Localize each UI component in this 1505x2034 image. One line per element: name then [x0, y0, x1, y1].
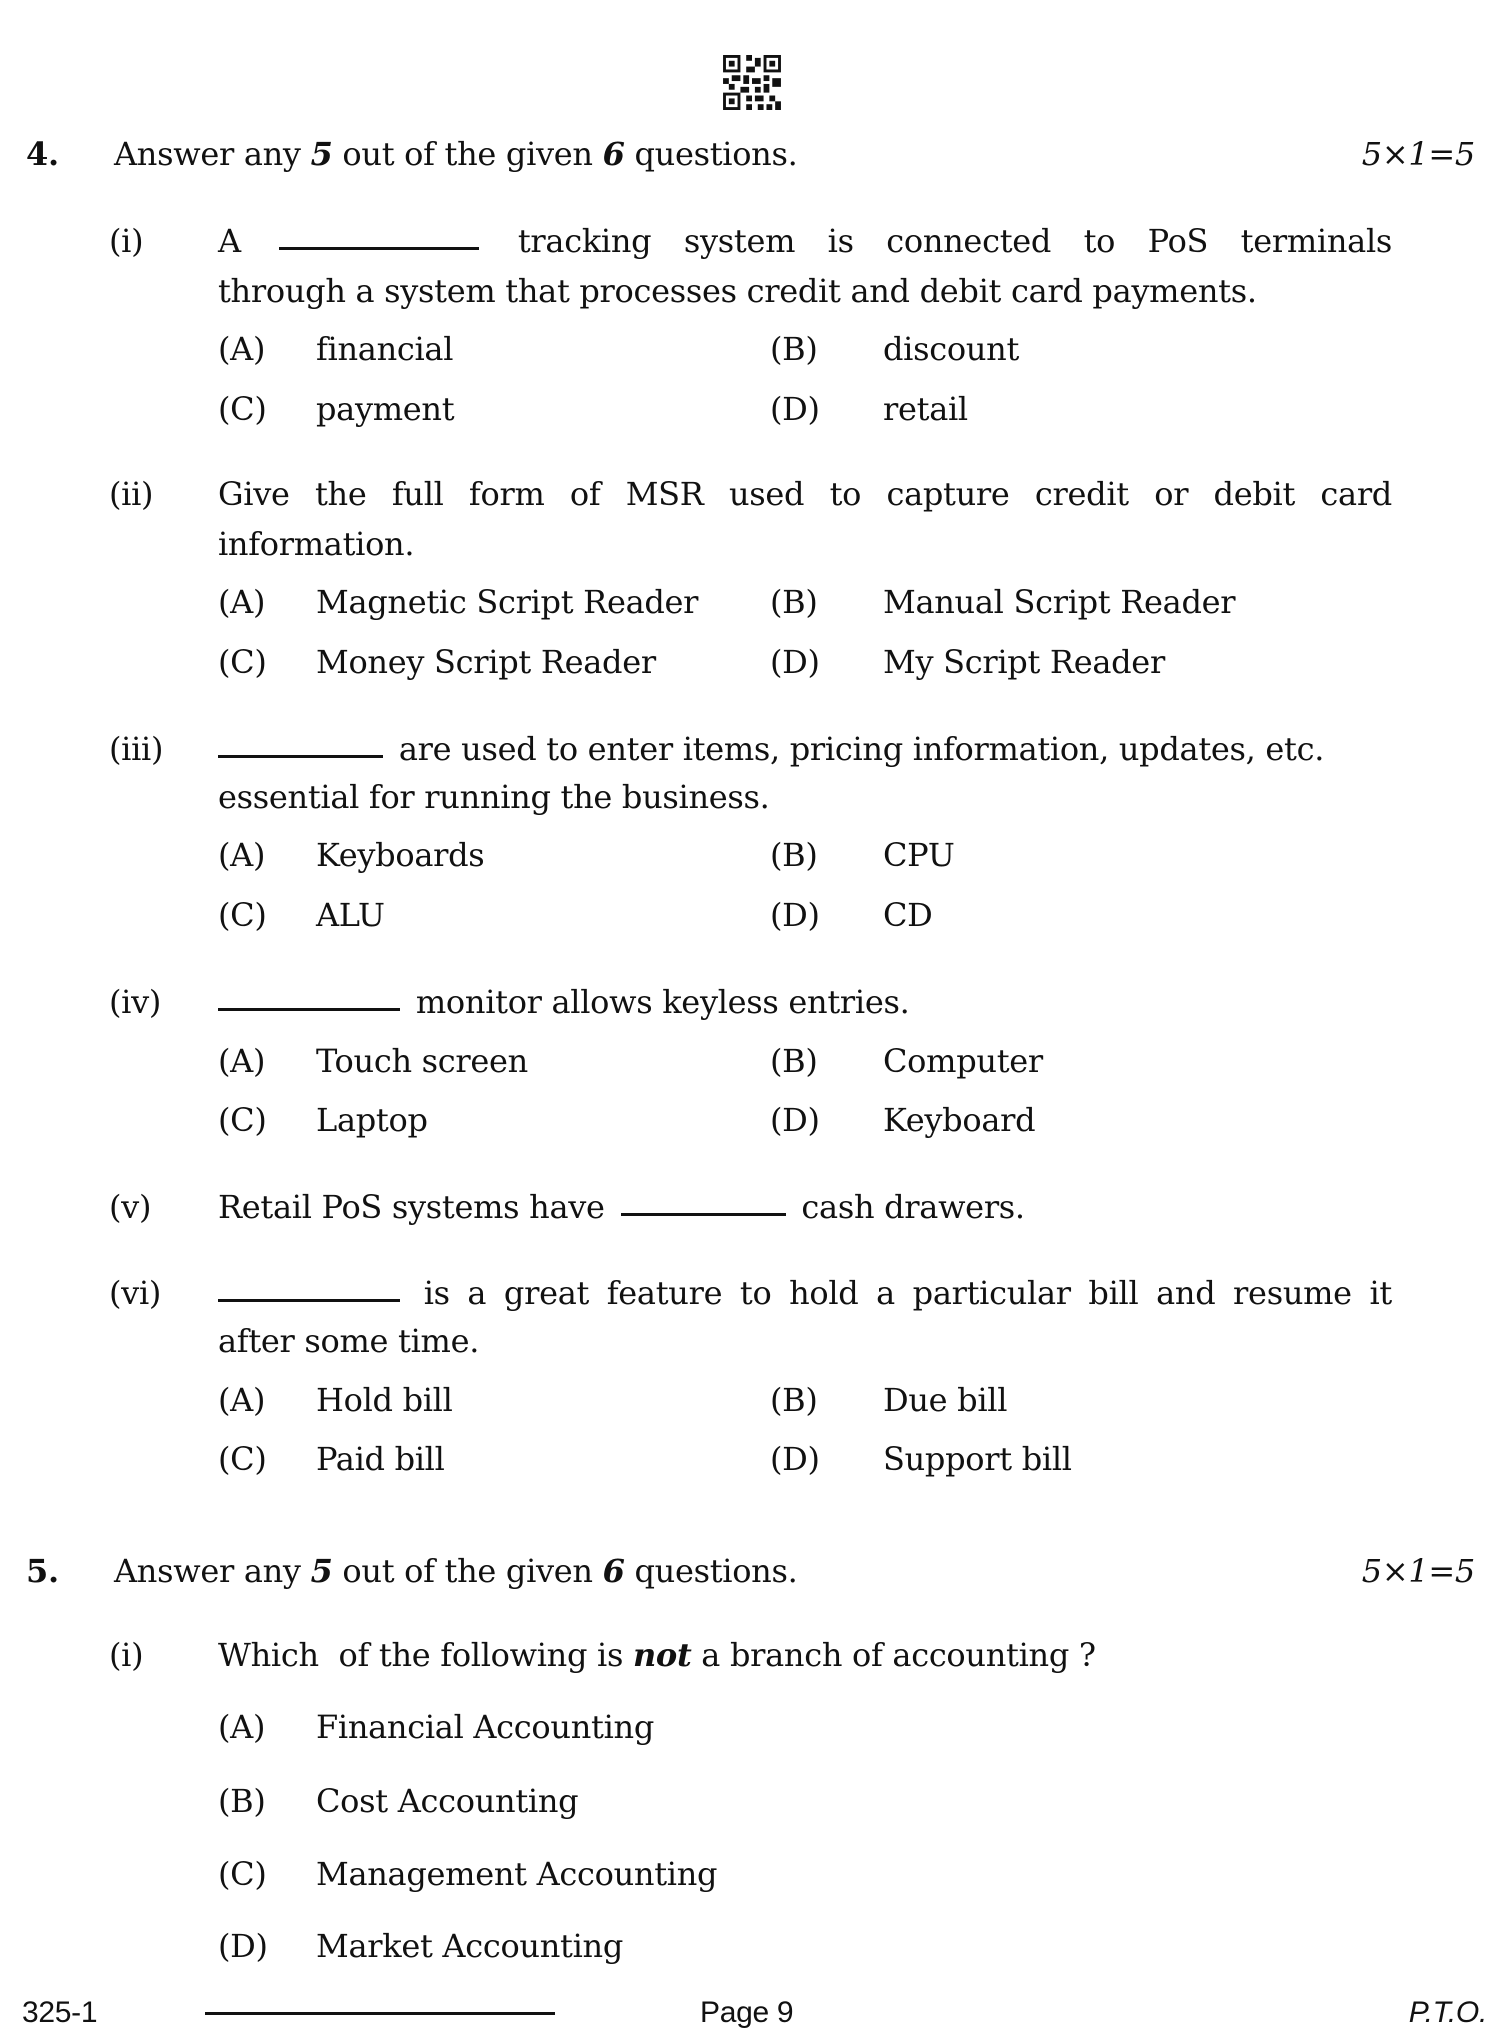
option-text: Management Accounting	[316, 1855, 718, 1893]
option-text: Support bill	[883, 1440, 1072, 1478]
option-text: Computer	[883, 1042, 1043, 1080]
question-text-line2: essential for running the business.	[218, 778, 770, 816]
question-label: (v)	[109, 1188, 152, 1226]
option-letter: (A)	[218, 1042, 266, 1080]
instruction-text: questions.	[624, 1552, 798, 1590]
instruction-total: 6	[602, 135, 625, 173]
question-label: (vi)	[109, 1274, 162, 1312]
option-text: CPU	[883, 836, 955, 874]
answer-blank	[218, 1299, 400, 1302]
option-letter: (C)	[218, 1440, 267, 1478]
question-text-part: Which of the following is	[218, 1636, 633, 1674]
option-text: Manual Script Reader	[883, 583, 1236, 621]
question-label: (i)	[109, 1636, 144, 1674]
section-number: 4.	[26, 135, 59, 173]
option-text: Laptop	[316, 1101, 428, 1139]
section-marks: 5×1=5	[1361, 1552, 1475, 1590]
section-number: 5.	[26, 1552, 59, 1590]
pto-label: P.T.O.	[1408, 1996, 1487, 2029]
option-letter: (C)	[218, 643, 267, 681]
option-letter: (D)	[770, 1101, 820, 1139]
question-text	[218, 1635, 1096, 1675]
option-text: Keyboard	[883, 1101, 1036, 1139]
option-letter: (B)	[770, 1381, 818, 1419]
instruction-text: out of the given	[332, 1552, 603, 1590]
question-text-part: is a great feature to hold a particular bill and resume it	[423, 1274, 1392, 1312]
question-text-line2: information.	[218, 525, 415, 563]
option-text: Financial Accounting	[316, 1708, 655, 1746]
option-letter: (B)	[770, 330, 818, 368]
section-marks: 5×1=5	[1361, 135, 1475, 173]
option-letter: (D)	[770, 390, 820, 428]
option-text: Market Accounting	[316, 1927, 624, 1965]
question-text-part: Retail PoS systems have	[218, 1188, 605, 1226]
option-letter: (C)	[218, 896, 267, 934]
section-instruction	[114, 134, 797, 174]
qr-code-icon	[723, 55, 781, 110]
question-text	[218, 982, 909, 1022]
option-text: discount	[883, 330, 1020, 368]
option-letter: (B)	[770, 836, 818, 874]
option-letter: (C)	[218, 1855, 267, 1893]
question-text-part: tracking system is connected to PoS terminals	[517, 222, 1393, 260]
answer-blank	[621, 1213, 786, 1216]
question-label: (i)	[109, 222, 144, 260]
question-text	[218, 729, 1324, 769]
instruction-text: Answer any	[114, 135, 311, 173]
option-text: Paid bill	[316, 1440, 445, 1478]
option-letter: (D)	[770, 1440, 820, 1478]
question-label: (iv)	[109, 983, 162, 1021]
question-text: Give the full form of MSR used to capture credit or debit card	[218, 475, 1392, 513]
page-number: Page 9	[700, 1996, 794, 2029]
option-letter: (C)	[218, 390, 267, 428]
option-text: ALU	[316, 896, 385, 934]
instruction-count: 5	[310, 135, 333, 173]
question-text-part: are used to enter items, pricing information, updates, etc.	[398, 730, 1325, 768]
option-text: Keyboards	[316, 836, 485, 874]
option-letter: (D)	[218, 1927, 268, 1965]
option-text: CD	[883, 896, 933, 934]
question-text-part: monitor allows keyless entries.	[415, 983, 910, 1021]
instruction-total: 6	[602, 1552, 625, 1590]
instruction-text: Answer any	[114, 1552, 311, 1590]
option-text: Hold bill	[316, 1381, 453, 1419]
option-letter: (B)	[770, 1042, 818, 1080]
question-text	[218, 1273, 1392, 1313]
instruction-text: questions.	[624, 135, 798, 173]
question-text-line2: after some time.	[218, 1322, 480, 1360]
question-text-part: cash drawers.	[801, 1188, 1025, 1226]
option-letter: (A)	[218, 330, 266, 368]
option-letter: (B)	[770, 583, 818, 621]
option-text: Money Script Reader	[316, 643, 656, 681]
option-text: financial	[316, 330, 454, 368]
option-letter: (D)	[770, 896, 820, 934]
option-letter: (A)	[218, 1381, 266, 1419]
option-letter: (C)	[218, 1101, 267, 1139]
paper-code: 325-1	[22, 1996, 98, 2029]
answer-blank	[279, 247, 479, 250]
option-text: Touch screen	[316, 1042, 528, 1080]
option-letter: (A)	[218, 583, 266, 621]
question-emphasis: not	[632, 1636, 692, 1674]
question-text-part: A	[218, 222, 241, 260]
question-label: (iii)	[109, 730, 164, 768]
instruction-count: 5	[310, 1552, 333, 1590]
footer-divider	[205, 2012, 555, 2015]
option-letter: (A)	[218, 836, 266, 874]
option-text: Due bill	[883, 1381, 1008, 1419]
answer-blank	[218, 1008, 400, 1011]
option-letter: (D)	[770, 643, 820, 681]
answer-blank	[218, 755, 383, 758]
option-text: Cost Accounting	[316, 1782, 579, 1820]
option-text: retail	[883, 390, 968, 428]
question-text-part: a branch of accounting ?	[691, 1636, 1096, 1674]
option-text: Magnetic Script Reader	[316, 583, 699, 621]
question-text	[218, 1187, 1025, 1227]
section-instruction	[114, 1551, 797, 1591]
question-text	[218, 221, 1392, 261]
option-text: payment	[316, 390, 455, 428]
option-letter: (B)	[218, 1782, 266, 1820]
option-letter: (A)	[218, 1708, 266, 1746]
question-text-line2: through a system that processes credit and debit card payments.	[218, 272, 1257, 310]
question-label: (ii)	[109, 475, 154, 513]
instruction-text: out of the given	[332, 135, 603, 173]
option-text: My Script Reader	[883, 643, 1165, 681]
